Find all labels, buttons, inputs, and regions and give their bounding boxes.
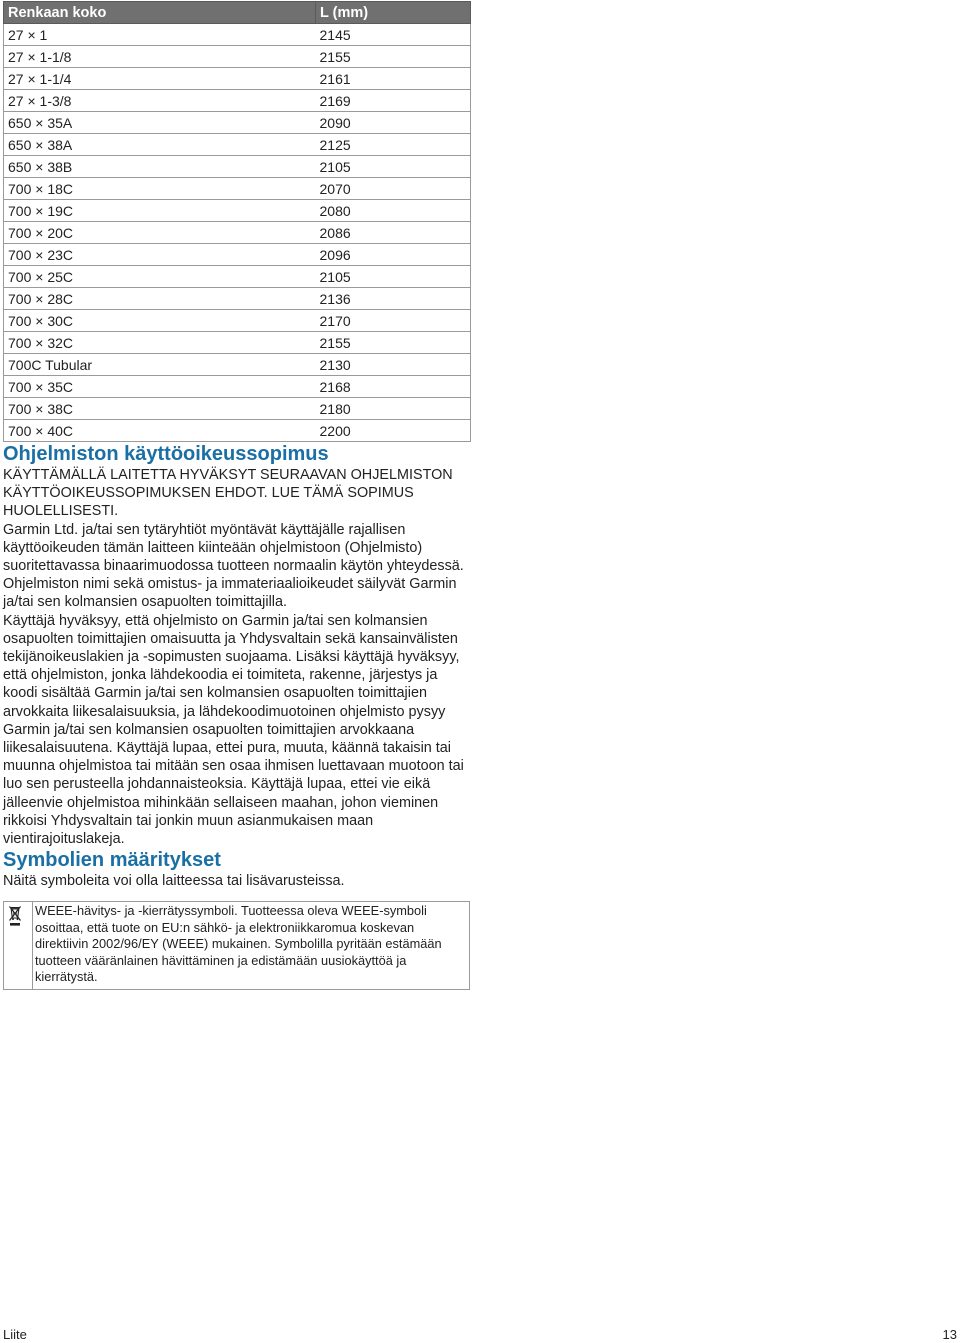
table-row xyxy=(4,134,471,156)
tire-size-table xyxy=(3,1,471,442)
length-cell: 2180 xyxy=(316,398,471,420)
table-row xyxy=(4,24,471,46)
tire-size-cell: 27 × 1-1/8 xyxy=(4,46,316,68)
length-cell: 2155 xyxy=(316,46,471,68)
column-header-length: L (mm) xyxy=(316,2,471,24)
tire-size-cell: 650 × 35A xyxy=(4,112,316,134)
tire-size-cell: 27 × 1 xyxy=(4,24,316,46)
symbol-icon-cell xyxy=(4,902,33,989)
length-cell: 2170 xyxy=(316,310,471,332)
table-row xyxy=(4,46,471,68)
tire-size-cell: 650 × 38A xyxy=(4,134,316,156)
symbols-heading: Symbolien määritykset xyxy=(3,849,221,872)
symbol-row xyxy=(4,902,470,989)
table-row xyxy=(4,178,471,200)
length-cell: 2090 xyxy=(316,112,471,134)
length-cell: 2155 xyxy=(316,332,471,354)
license-heading: Ohjelmiston käyttöoikeussopimus xyxy=(3,443,329,465)
table-row xyxy=(4,90,471,112)
length-cell: 2136 xyxy=(316,288,471,310)
license-paragraph-2: Käyttäjä hyväksyy, että ohjelmisto on Garmin ja/tai sen kolmansien osapuolten toimittajien omaisuutta ja Yhdysvaltain sekä kansainvälisten tekijänoikeuslakien ja -sopimusten suojaama. Lisäksi käyttäjä hyväksyy, että ohjelmiston, jonka lähdekoodia ei toimiteta, rakenne, järjestys ja koodi sisältää Garmin ja/tai sen kolmansien osapuolten toimittajien arvokkaita liikesalaisuuksia, ja lähdekoodimuotoinen ohjelmisto pysyy Garmin ja/tai sen kolmansien osapuolten toimittajien arvokkaana liikesalaisuutena. Käyttäjä lupaa, ettei pura, muuta, käännä takaisin tai muunna ohjelmistoa tai mitään sen osaa ihmisen luettavaan muotoon tai luo sen perusteella johdannaisteoksia. Käyttäjä lupaa, ettei vie eikä jälleenvie ohjelmistoa mihinkään sellaiseen maahan, johon vieminen rikkoisi Yhdysvaltain tai jonkin muun asianmukaisen maan vientirajoituslakeja. xyxy=(3,612,464,848)
symbols-table xyxy=(3,901,470,989)
table-row xyxy=(4,222,471,244)
tire-table-body xyxy=(4,24,471,442)
footer-page-number: 13 xyxy=(942,1327,957,1342)
license-caps-notice: KÄYTTÄMÄLLÄ LAITETTA HYVÄKSYT SEURAAVAN OHJELMISTON KÄYTTÖOIKEUSSOPIMUKSEN EHDOT. LUE TÄMÄ SOPIMUS HUOLELLISESTI. xyxy=(3,467,453,520)
tire-size-cell: 27 × 1-1/4 xyxy=(4,68,316,90)
tire-size-cell: 27 × 1-3/8 xyxy=(4,90,316,112)
tire-size-cell: 700 × 25C xyxy=(4,266,316,288)
table-row xyxy=(4,310,471,332)
length-cell: 2125 xyxy=(316,134,471,156)
length-cell: 2169 xyxy=(316,90,471,112)
length-cell: 2105 xyxy=(316,156,471,178)
table-row xyxy=(4,376,471,398)
length-cell: 2086 xyxy=(316,222,471,244)
length-cell: 2145 xyxy=(316,24,471,46)
length-cell: 2105 xyxy=(316,266,471,288)
table-row xyxy=(4,354,471,376)
length-cell: 2070 xyxy=(316,178,471,200)
symbols-intro: Näitä symboleita voi olla laitteessa tai lisävarusteissa. xyxy=(3,873,345,890)
length-cell: 2130 xyxy=(316,354,471,376)
tire-size-cell: 700 × 32C xyxy=(4,332,316,354)
length-cell: 2200 xyxy=(316,420,471,442)
length-cell: 2080 xyxy=(316,200,471,222)
table-row xyxy=(4,156,471,178)
length-cell: 2096 xyxy=(316,244,471,266)
table-row xyxy=(4,398,471,420)
weee-crossed-bin-icon xyxy=(6,904,26,928)
length-cell: 2168 xyxy=(316,376,471,398)
length-cell: 2161 xyxy=(316,68,471,90)
license-paragraph-1: Garmin Ltd. ja/tai sen tytäryhtiöt myöntävät käyttäjälle rajallisen käyttöoikeuden tämän laitteen kiinteään ohjelmistoon (Ohjelmisto) suoritettavassa binaarimuodossa tuotteen normaalin käytön yhteydessä. Ohjelmiston nimi sekä omistus- ja immateriaalioikeudet säilyvät Garmin ja/tai sen kolmansien osapuolten toimittajilla. xyxy=(3,521,464,611)
table-row xyxy=(4,68,471,90)
tire-size-cell: 700 × 30C xyxy=(4,310,316,332)
tire-size-cell: 700 × 28C xyxy=(4,288,316,310)
tire-size-cell: 700 × 40C xyxy=(4,420,316,442)
table-row xyxy=(4,200,471,222)
table-row xyxy=(4,266,471,288)
table-row xyxy=(4,112,471,134)
symbol-description: WEEE-hävitys- ja -kierrätyssymboli. Tuotteessa oleva WEEE-symboli osoittaa, että tuote on EU:n sähkö- ja elektroniikkaromua koskevan direktiivin 2002/96/EY (WEEE) mukainen. Symbolilla pyritään estämään tuotteen vääränlainen hävittäminen ja edistämään uusiokäyttöä ja kierrätystä. xyxy=(33,902,470,989)
tire-size-cell: 700 × 18C xyxy=(4,178,316,200)
tire-size-cell: 700 × 38C xyxy=(4,398,316,420)
tire-size-cell: 700C Tubular xyxy=(4,354,316,376)
tire-size-cell: 700 × 35C xyxy=(4,376,316,398)
tire-size-cell: 700 × 19C xyxy=(4,200,316,222)
tire-size-cell: 650 × 38B xyxy=(4,156,316,178)
table-row xyxy=(4,244,471,266)
table-header-row xyxy=(4,2,471,24)
table-row xyxy=(4,288,471,310)
content-column xyxy=(3,1,470,990)
tire-size-cell: 700 × 20C xyxy=(4,222,316,244)
tire-size-cell: 700 × 23C xyxy=(4,244,316,266)
footer-section-label: Liite xyxy=(3,1327,27,1342)
table-row xyxy=(4,332,471,354)
table-row xyxy=(4,420,471,442)
column-header-tire-size: Renkaan koko xyxy=(4,2,316,24)
